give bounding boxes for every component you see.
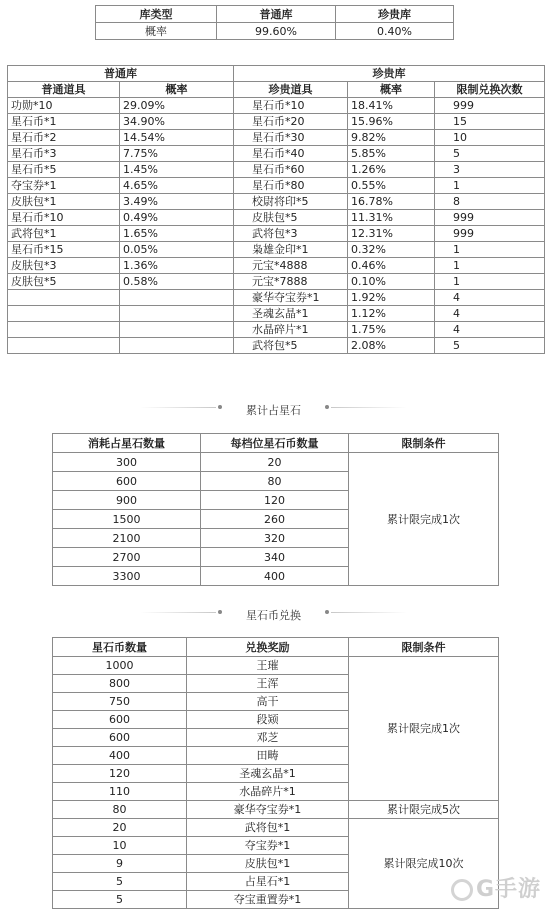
normal-prob-cell bbox=[120, 322, 234, 338]
table-row bbox=[53, 819, 499, 837]
rare-item-cell: 水晶碎片*1 bbox=[234, 322, 348, 338]
table-row bbox=[53, 657, 499, 675]
rare-prob-cell: 0.46% bbox=[348, 258, 435, 274]
accum-consume-cell: 3300 bbox=[53, 567, 201, 586]
rare-item-cell: 星石币*10 bbox=[234, 98, 348, 114]
normal-prob-cell bbox=[120, 290, 234, 306]
normal-item-cell: 星石币*15 bbox=[8, 242, 120, 258]
table-row bbox=[8, 98, 545, 114]
rare-prob-cell: 1.92% bbox=[348, 290, 435, 306]
table-row bbox=[8, 306, 545, 322]
normal-item-cell bbox=[8, 322, 120, 338]
table-row bbox=[8, 162, 545, 178]
pools-table bbox=[7, 65, 545, 354]
table-row bbox=[8, 146, 545, 162]
normal-prob-cell: 1.65% bbox=[120, 226, 234, 242]
table-row bbox=[8, 194, 545, 210]
rare-item-cell: 星石币*60 bbox=[234, 162, 348, 178]
exchange-reward-cell: 豪华夺宝券*1 bbox=[187, 801, 349, 819]
table-row bbox=[8, 338, 545, 354]
divider-left bbox=[140, 407, 216, 408]
exchange-reward-cell: 邓芝 bbox=[187, 729, 349, 747]
rare-prob-cell: 1.26% bbox=[348, 162, 435, 178]
rare-limit-cell: 1 bbox=[435, 258, 545, 274]
exchange-header-limit: 限制条件 bbox=[349, 638, 499, 657]
exchange-reward-cell: 夺宝券*1 bbox=[187, 837, 349, 855]
rare-limit-cell: 1 bbox=[435, 242, 545, 258]
rare-prob-cell: 0.55% bbox=[348, 178, 435, 194]
accum-header-coins: 每档位星石币数量 bbox=[201, 434, 349, 453]
rare-limit-cell: 15 bbox=[435, 114, 545, 130]
normal-prob-cell: 1.36% bbox=[120, 258, 234, 274]
rare-prob-cell: 16.78% bbox=[348, 194, 435, 210]
accum-coins-cell: 120 bbox=[201, 491, 349, 510]
exchange-coins-cell: 80 bbox=[53, 801, 187, 819]
rare-item-cell: 星石币*40 bbox=[234, 146, 348, 162]
normal-prob-cell: 0.49% bbox=[120, 210, 234, 226]
normal-prob-cell: 7.75% bbox=[120, 146, 234, 162]
normal-item-cell: 皮肤包*3 bbox=[8, 258, 120, 274]
normal-item-cell: 星石币*5 bbox=[8, 162, 120, 178]
rare-item-cell: 皮肤包*5 bbox=[234, 210, 348, 226]
accum-coins-cell: 340 bbox=[201, 548, 349, 567]
accum-coins-cell: 320 bbox=[201, 529, 349, 548]
exchange-reward-cell: 水晶碎片*1 bbox=[187, 783, 349, 801]
rare-prob-cell: 0.32% bbox=[348, 242, 435, 258]
normal-prob-cell: 4.65% bbox=[120, 178, 234, 194]
divider-right bbox=[331, 612, 407, 613]
rare-prob-cell: 9.82% bbox=[348, 130, 435, 146]
rare-prob-cell: 12.31% bbox=[348, 226, 435, 242]
accum-consume-cell: 1500 bbox=[53, 510, 201, 529]
rare-limit-cell: 5 bbox=[435, 146, 545, 162]
exchange-reward-cell: 王浑 bbox=[187, 675, 349, 693]
divider-dot-icon bbox=[218, 405, 222, 409]
rare-limit-cell: 4 bbox=[435, 290, 545, 306]
normal-item-cell: 星石币*2 bbox=[8, 130, 120, 146]
rare-item-cell: 星石币*20 bbox=[234, 114, 348, 130]
table-row bbox=[53, 453, 499, 472]
normal-prob-cell bbox=[120, 306, 234, 322]
normal-prob-cell: 1.45% bbox=[120, 162, 234, 178]
rare-limit-cell: 3 bbox=[435, 162, 545, 178]
table-row bbox=[8, 226, 545, 242]
header-limit: 限制兑换次数 bbox=[435, 82, 545, 98]
exchange-reward-cell: 占星石*1 bbox=[187, 873, 349, 891]
table-row bbox=[8, 242, 545, 258]
rare-item-cell: 校尉将印*5 bbox=[234, 194, 348, 210]
summary-normal-value: 99.60% bbox=[217, 23, 336, 40]
rare-prob-cell: 15.96% bbox=[348, 114, 435, 130]
rare-item-cell: 星石币*80 bbox=[234, 178, 348, 194]
exchange-reward-cell: 武将包*1 bbox=[187, 819, 349, 837]
divider-left bbox=[140, 612, 216, 613]
exchange-reward-cell: 皮肤包*1 bbox=[187, 855, 349, 873]
exchange-coins-cell: 5 bbox=[53, 873, 187, 891]
header-rare-prob: 概率 bbox=[348, 82, 435, 98]
accum-coins-cell: 260 bbox=[201, 510, 349, 529]
logo-mark-icon bbox=[451, 879, 473, 901]
rare-item-cell: 枭雄金印*1 bbox=[234, 242, 348, 258]
exchange-table bbox=[52, 637, 499, 909]
watermark bbox=[451, 872, 541, 903]
exchange-coins-cell: 750 bbox=[53, 693, 187, 711]
exchange-coins-cell: 120 bbox=[53, 765, 187, 783]
accum-limit-cell: 累计限完成1次 bbox=[349, 453, 499, 586]
rare-prob-cell: 18.41% bbox=[348, 98, 435, 114]
table-row bbox=[8, 114, 545, 130]
rare-prob-cell: 1.75% bbox=[348, 322, 435, 338]
rare-prob-cell: 2.08% bbox=[348, 338, 435, 354]
rare-item-cell: 元宝*7888 bbox=[234, 274, 348, 290]
section-accum-label: 累计占星石 bbox=[246, 404, 301, 417]
rare-limit-cell: 8 bbox=[435, 194, 545, 210]
rare-prob-cell: 1.12% bbox=[348, 306, 435, 322]
normal-prob-cell: 0.05% bbox=[120, 242, 234, 258]
normal-item-cell: 武将包*1 bbox=[8, 226, 120, 242]
exchange-coins-cell: 9 bbox=[53, 855, 187, 873]
table-row bbox=[8, 258, 545, 274]
accum-consume-cell: 2700 bbox=[53, 548, 201, 567]
exchange-limit-cell: 累计限完成1次 bbox=[349, 657, 499, 801]
table-row bbox=[53, 801, 499, 819]
normal-item-cell: 皮肤包*1 bbox=[8, 194, 120, 210]
rare-item-cell: 武将包*5 bbox=[234, 338, 348, 354]
normal-item-cell: 星石币*10 bbox=[8, 210, 120, 226]
table-row bbox=[8, 130, 545, 146]
normal-item-cell: 皮肤包*5 bbox=[8, 274, 120, 290]
summary-header-normal: 普通库 bbox=[217, 6, 336, 23]
accum-consume-cell: 600 bbox=[53, 472, 201, 491]
normal-item-cell bbox=[8, 290, 120, 306]
exchange-reward-cell: 圣魂玄晶*1 bbox=[187, 765, 349, 783]
normal-item-cell bbox=[8, 338, 120, 354]
accum-table bbox=[52, 433, 499, 586]
normal-prob-cell: 34.90% bbox=[120, 114, 234, 130]
normal-item-cell bbox=[8, 306, 120, 322]
section-exchange-label: 星石币兑换 bbox=[246, 609, 301, 622]
exchange-header-coins: 星石币数量 bbox=[53, 638, 187, 657]
exchange-coins-cell: 110 bbox=[53, 783, 187, 801]
rare-item-cell: 圣魂玄晶*1 bbox=[234, 306, 348, 322]
accum-header-limit: 限制条件 bbox=[349, 434, 499, 453]
divider-dot-icon bbox=[325, 610, 329, 614]
exchange-coins-cell: 20 bbox=[53, 819, 187, 837]
rare-item-cell: 星石币*30 bbox=[234, 130, 348, 146]
summary-table bbox=[95, 5, 454, 40]
exchange-coins-cell: 600 bbox=[53, 729, 187, 747]
accum-coins-cell: 20 bbox=[201, 453, 349, 472]
accum-coins-cell: 80 bbox=[201, 472, 349, 491]
rare-limit-cell: 1 bbox=[435, 178, 545, 194]
rare-limit-cell: 4 bbox=[435, 306, 545, 322]
divider-dot-icon bbox=[218, 610, 222, 614]
watermark-text: G手游 bbox=[475, 877, 541, 902]
rare-limit-cell: 999 bbox=[435, 226, 545, 242]
accum-consume-cell: 2100 bbox=[53, 529, 201, 548]
accum-header-consume: 消耗占星石数量 bbox=[53, 434, 201, 453]
rare-limit-cell: 1 bbox=[435, 274, 545, 290]
exchange-limit-cell: 累计限完成5次 bbox=[349, 801, 499, 819]
normal-prob-cell: 14.54% bbox=[120, 130, 234, 146]
rare-item-cell: 豪华夺宝券*1 bbox=[234, 290, 348, 306]
accum-consume-cell: 900 bbox=[53, 491, 201, 510]
summary-label: 概率 bbox=[96, 23, 217, 40]
exchange-limit-cell: 累计限完成10次 bbox=[349, 819, 499, 909]
normal-item-cell: 星石币*3 bbox=[8, 146, 120, 162]
rare-limit-cell: 5 bbox=[435, 338, 545, 354]
table-row bbox=[8, 210, 545, 226]
exchange-coins-cell: 5 bbox=[53, 891, 187, 909]
normal-item-cell: 夺宝券*1 bbox=[8, 178, 120, 194]
divider-right bbox=[331, 407, 407, 408]
exchange-coins-cell: 800 bbox=[53, 675, 187, 693]
rare-limit-cell: 10 bbox=[435, 130, 545, 146]
exchange-reward-cell: 田畴 bbox=[187, 747, 349, 765]
divider-dot-icon bbox=[325, 405, 329, 409]
normal-prob-cell bbox=[120, 338, 234, 354]
section-title-accum bbox=[0, 399, 547, 415]
exchange-reward-cell: 段颎 bbox=[187, 711, 349, 729]
table-row bbox=[8, 290, 545, 306]
summary-header-type: 库类型 bbox=[96, 6, 217, 23]
exchange-reward-cell: 夺宝重置券*1 bbox=[187, 891, 349, 909]
rare-limit-cell: 999 bbox=[435, 210, 545, 226]
normal-pool-title: 普通库 bbox=[8, 66, 234, 82]
normal-item-cell: 功勋*10 bbox=[8, 98, 120, 114]
summary-header-rare: 珍贵库 bbox=[336, 6, 454, 23]
summary-rare-value: 0.40% bbox=[336, 23, 454, 40]
exchange-coins-cell: 10 bbox=[53, 837, 187, 855]
exchange-reward-cell: 高干 bbox=[187, 693, 349, 711]
header-rare-item: 珍贵道具 bbox=[234, 82, 348, 98]
normal-item-cell: 星石币*1 bbox=[8, 114, 120, 130]
exchange-reward-cell: 王璀 bbox=[187, 657, 349, 675]
rare-prob-cell: 0.10% bbox=[348, 274, 435, 290]
table-row bbox=[8, 322, 545, 338]
accum-coins-cell: 400 bbox=[201, 567, 349, 586]
rare-prob-cell: 11.31% bbox=[348, 210, 435, 226]
rare-pool-title: 珍贵库 bbox=[234, 66, 545, 82]
rare-limit-cell: 999 bbox=[435, 98, 545, 114]
section-title-exchange bbox=[0, 604, 547, 620]
exchange-coins-cell: 1000 bbox=[53, 657, 187, 675]
normal-prob-cell: 29.09% bbox=[120, 98, 234, 114]
exchange-coins-cell: 400 bbox=[53, 747, 187, 765]
rare-item-cell: 武将包*3 bbox=[234, 226, 348, 242]
header-normal-item: 普通道具 bbox=[8, 82, 120, 98]
exchange-coins-cell: 600 bbox=[53, 711, 187, 729]
rare-prob-cell: 5.85% bbox=[348, 146, 435, 162]
rare-limit-cell: 4 bbox=[435, 322, 545, 338]
exchange-header-reward: 兑换奖励 bbox=[187, 638, 349, 657]
rare-item-cell: 元宝*4888 bbox=[234, 258, 348, 274]
header-normal-prob: 概率 bbox=[120, 82, 234, 98]
normal-prob-cell: 3.49% bbox=[120, 194, 234, 210]
table-row bbox=[8, 178, 545, 194]
normal-prob-cell: 0.58% bbox=[120, 274, 234, 290]
accum-consume-cell: 300 bbox=[53, 453, 201, 472]
table-row bbox=[8, 274, 545, 290]
